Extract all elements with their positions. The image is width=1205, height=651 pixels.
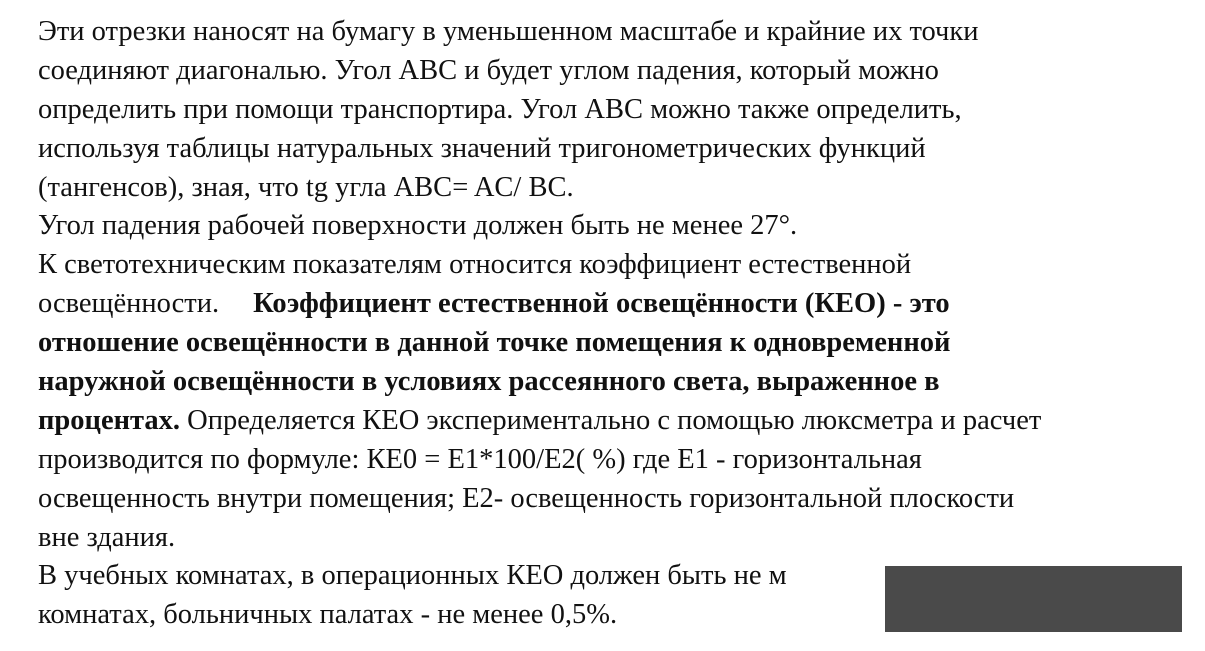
text-run: Определяется КЕО экспериментально с помощью люксметра и расчет	[180, 404, 1042, 436]
text-line: соединяют диагональю. Угол ABC и будет углом падения, который можно	[38, 54, 939, 86]
definition-bold-line: отношение освещённости в данной точке помещения к одновременной	[38, 327, 951, 359]
text-line: Угол падения рабочей поверхности должен быть не менее 27°.	[38, 210, 798, 242]
text-line: определить при помощи транспортира. Угол ABC можно также определить,	[38, 93, 962, 125]
text-line: К светотехническим показателям относится коэффициент естественной	[38, 249, 912, 281]
definition-bold-line: наружной освещённости в условиях рассеянного света, выраженное в	[38, 366, 940, 398]
document-text	[38, 13, 1198, 635]
text-line: вне здания.	[38, 521, 176, 553]
definition-bold: процентах.	[38, 404, 180, 436]
text-line: освещенность внутри помещения; Е2- освещенность горизонтальной плоскости	[38, 482, 1015, 514]
definition-bold: Коэффициент естественной освещённости (КЕО) - это	[253, 288, 950, 320]
text-line: комнатах, больничных палатах - не менее 0,5%.	[38, 599, 618, 631]
text-run: освещённости.	[38, 288, 220, 320]
redaction-box	[885, 566, 1182, 632]
text-line: производится по формуле: КЕ0 = Е1*100/Е2( %) где Е1 - горизонтальная	[38, 443, 922, 475]
text-line: Эти отрезки наносят на бумагу в уменьшенном масштабе и крайние их точки	[38, 16, 979, 47]
text-line	[38, 285, 1198, 324]
text-line	[38, 402, 1198, 441]
text-line: В учебных комнатах, в операционных КЕО должен быть не м	[38, 560, 787, 592]
text-line: используя таблицы натуральных значений тригонометрических функций	[38, 132, 926, 164]
text-line: (тангенсов), зная, что tg угла ABC= AC/ BC.	[38, 171, 574, 203]
